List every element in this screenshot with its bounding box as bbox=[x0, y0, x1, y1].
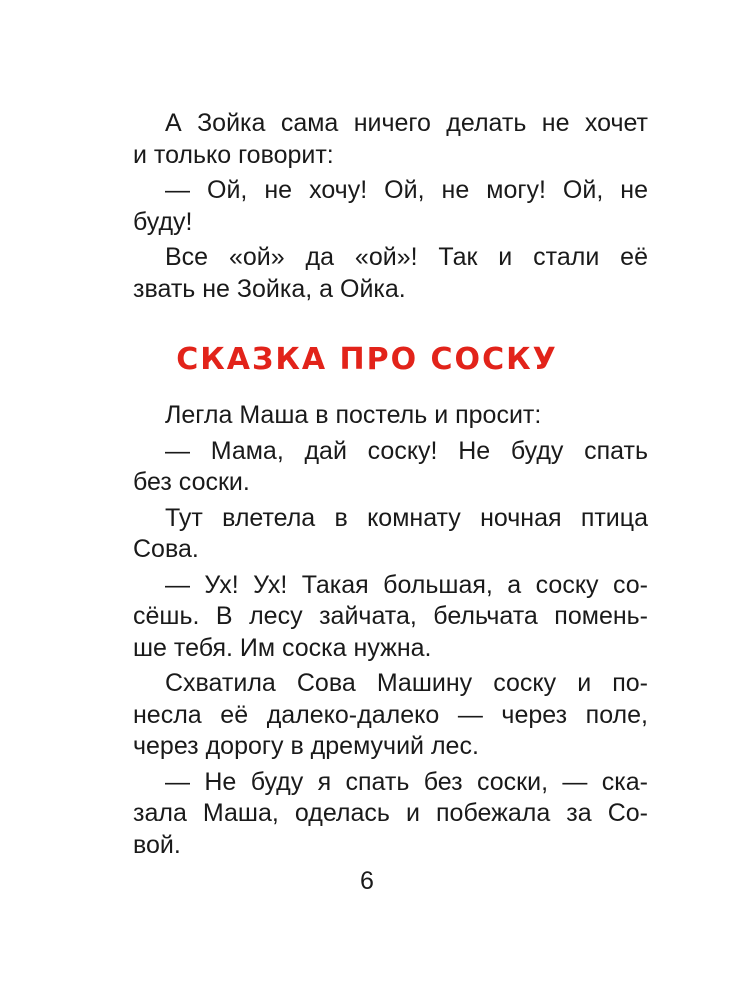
paragraph bbox=[133, 436, 648, 499]
text-line: — Не буду я спать без соски, — ска- bbox=[165, 767, 648, 796]
text-line: Легла Маша в постель и просит: bbox=[165, 401, 542, 429]
story-text-block bbox=[133, 400, 648, 861]
text-line: звать не Зойка, а Ойка. bbox=[133, 274, 406, 303]
text-line: А Зойка сама ничего делать не хочет bbox=[165, 109, 648, 137]
text-line: сёшь. В лесу зайчата, бельчата помень- bbox=[133, 602, 648, 630]
text-line: и только говорит: bbox=[133, 140, 334, 169]
text-line: — Мама, дай соску! Не буду спать bbox=[165, 436, 648, 465]
paragraph bbox=[133, 767, 648, 862]
paragraph bbox=[133, 175, 648, 238]
text-line: — Ой, не хочу! Ой, не могу! Ой, не bbox=[165, 176, 648, 204]
text-line: Схватила Сова Машину соску и по- bbox=[165, 669, 648, 697]
text-line: вой. bbox=[133, 830, 181, 859]
paragraph bbox=[133, 503, 648, 566]
intro-text-block bbox=[133, 108, 648, 305]
paragraph bbox=[133, 668, 648, 763]
text-line: без соски. bbox=[133, 468, 250, 496]
paragraph bbox=[133, 570, 648, 665]
text-line: — Ух! Ух! Такая большая, а соску со- bbox=[165, 570, 648, 599]
story-title: СКАЗКА ПРО СОСКУ bbox=[176, 342, 558, 377]
paragraph bbox=[133, 108, 648, 171]
paragraph bbox=[133, 400, 648, 432]
text-line: Все «ой» да «ой»! Так и стали её bbox=[165, 243, 648, 271]
text-line: Тут влетела в комнату ночная птица bbox=[165, 503, 648, 532]
text-line: несла её далеко-далеко — через поле, bbox=[133, 700, 648, 729]
text-line: через дорогу в дремучий лес. bbox=[133, 732, 479, 760]
page-number: 6 bbox=[360, 867, 374, 895]
paragraph bbox=[133, 242, 648, 305]
text-line: зала Маша, оделась и побежала за Со- bbox=[133, 799, 648, 827]
text-line: Сова. bbox=[133, 535, 199, 563]
text-line: ше тебя. Им соска нужна. bbox=[133, 633, 432, 662]
text-line: буду! bbox=[133, 207, 193, 236]
